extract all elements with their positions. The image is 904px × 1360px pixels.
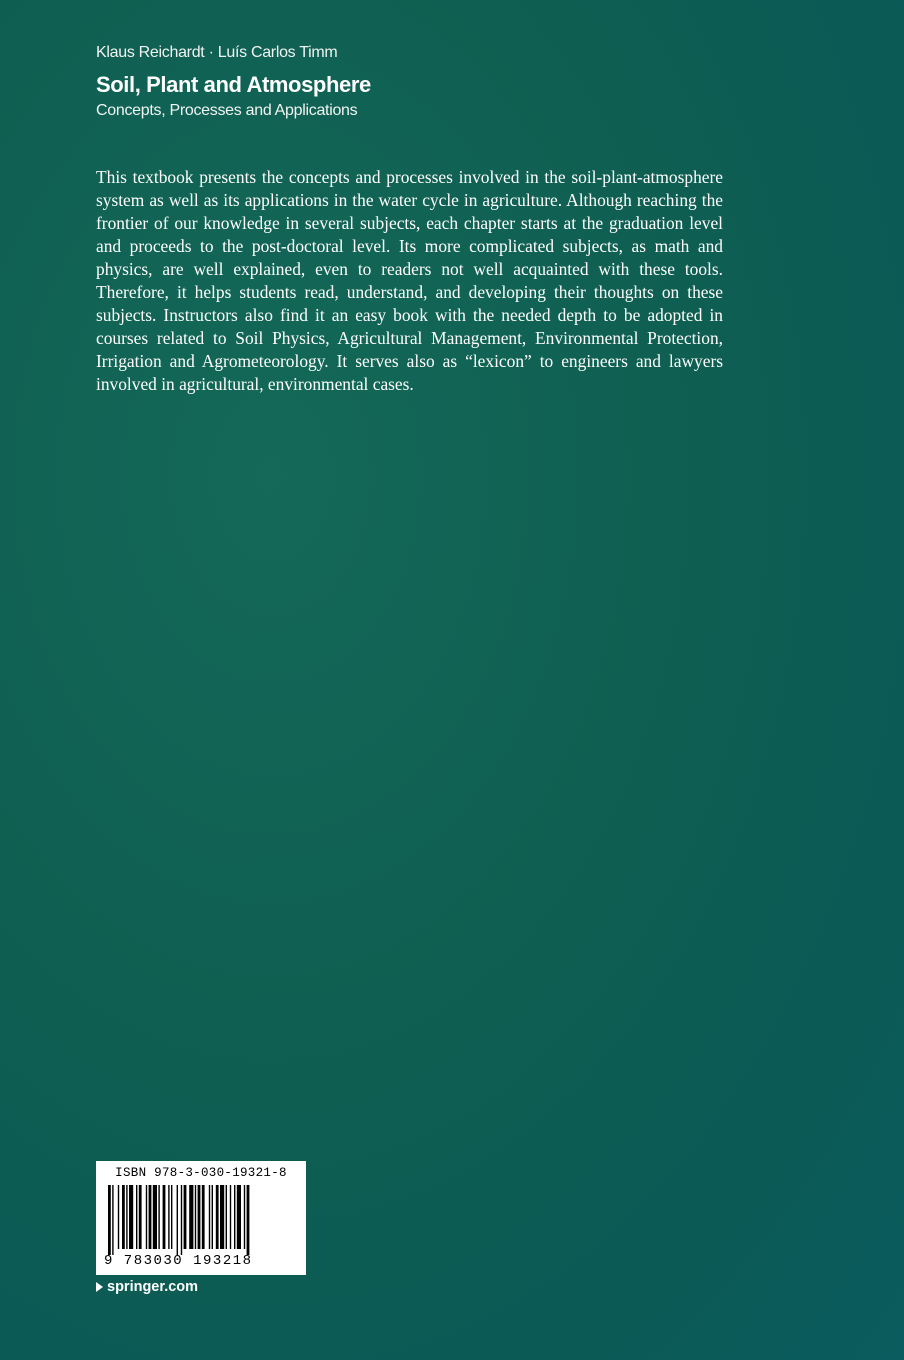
- barcode-bar: [184, 1185, 187, 1249]
- barcode-bar: [146, 1185, 147, 1249]
- barcode-bar: [234, 1185, 235, 1249]
- book-description: This textbook presents the concepts and processes involved in the soil-plant-atmosphere system as well as its applications in the water cycle in agriculture. Although reaching the frontier of our knowledge in several subjects, each chapter starts at the graduation level and proceeds to the post-doctoral level. Its more complicated subjects, as math and physics, are well explained, even to readers not well acquainted with these tools. Therefore, it helps students read, understand, and developing their thoughts on these subjects. Instructors also find it an easy book with the needed depth to be adopted in courses related to Soil Physics, Agricultural Management, Environmental Protection, Irrigation and Agrometeorology. It serves also as “lexicon” to engineers and lawyers involved in agricultural, environmental cases.: [96, 167, 723, 394]
- barcode-bar: [153, 1185, 157, 1249]
- publisher-link[interactable]: [96, 1279, 198, 1295]
- barcode-bar: [195, 1185, 196, 1249]
- barcode-bar: [198, 1185, 201, 1249]
- barcode-bar: [126, 1185, 127, 1249]
- barcode-bar: [163, 1185, 166, 1249]
- barcode-bar: [220, 1185, 224, 1249]
- book-subtitle: Concepts, Processes and Applications: [96, 102, 358, 119]
- barcode-bar: [122, 1185, 125, 1249]
- barcode-bar: [136, 1185, 137, 1249]
- isbn-label: ISBN 978-3-030-19321-8: [115, 1166, 287, 1180]
- arrow-right-icon: [96, 1282, 103, 1292]
- isbn-barcode: [96, 1161, 306, 1275]
- barcode-bar: [171, 1185, 172, 1249]
- barcode-bar: [149, 1185, 152, 1249]
- barcode-bar: [247, 1185, 250, 1255]
- barcode-bar: [189, 1185, 193, 1249]
- barcode-digits: 9 783030 193218: [104, 1253, 253, 1269]
- barcode-bar: [226, 1185, 227, 1249]
- barcode-bar: [168, 1185, 169, 1249]
- barcode-bar: [216, 1185, 219, 1249]
- barcode-bar: [209, 1185, 210, 1249]
- barcode-bar: [112, 1185, 113, 1255]
- barcode-bars: [106, 1185, 296, 1255]
- publisher-url: springer.com: [107, 1279, 199, 1295]
- barcode-bar: [108, 1185, 111, 1255]
- authors: Klaus Reichardt · Luís Carlos Timm: [96, 44, 338, 61]
- barcode-bar: [158, 1185, 159, 1249]
- barcode-bar: [202, 1185, 205, 1249]
- barcode-bar: [212, 1185, 213, 1249]
- book-title: Soil, Plant and Atmosphere: [96, 72, 371, 97]
- barcode-bar: [244, 1185, 245, 1249]
- barcode-bar: [118, 1185, 119, 1249]
- barcode-bar: [237, 1185, 241, 1249]
- barcode-bar: [181, 1185, 182, 1255]
- barcode-bar: [230, 1185, 231, 1249]
- barcode-bar: [177, 1185, 178, 1255]
- barcode-bar: [129, 1185, 133, 1249]
- barcode-bar: [139, 1185, 142, 1249]
